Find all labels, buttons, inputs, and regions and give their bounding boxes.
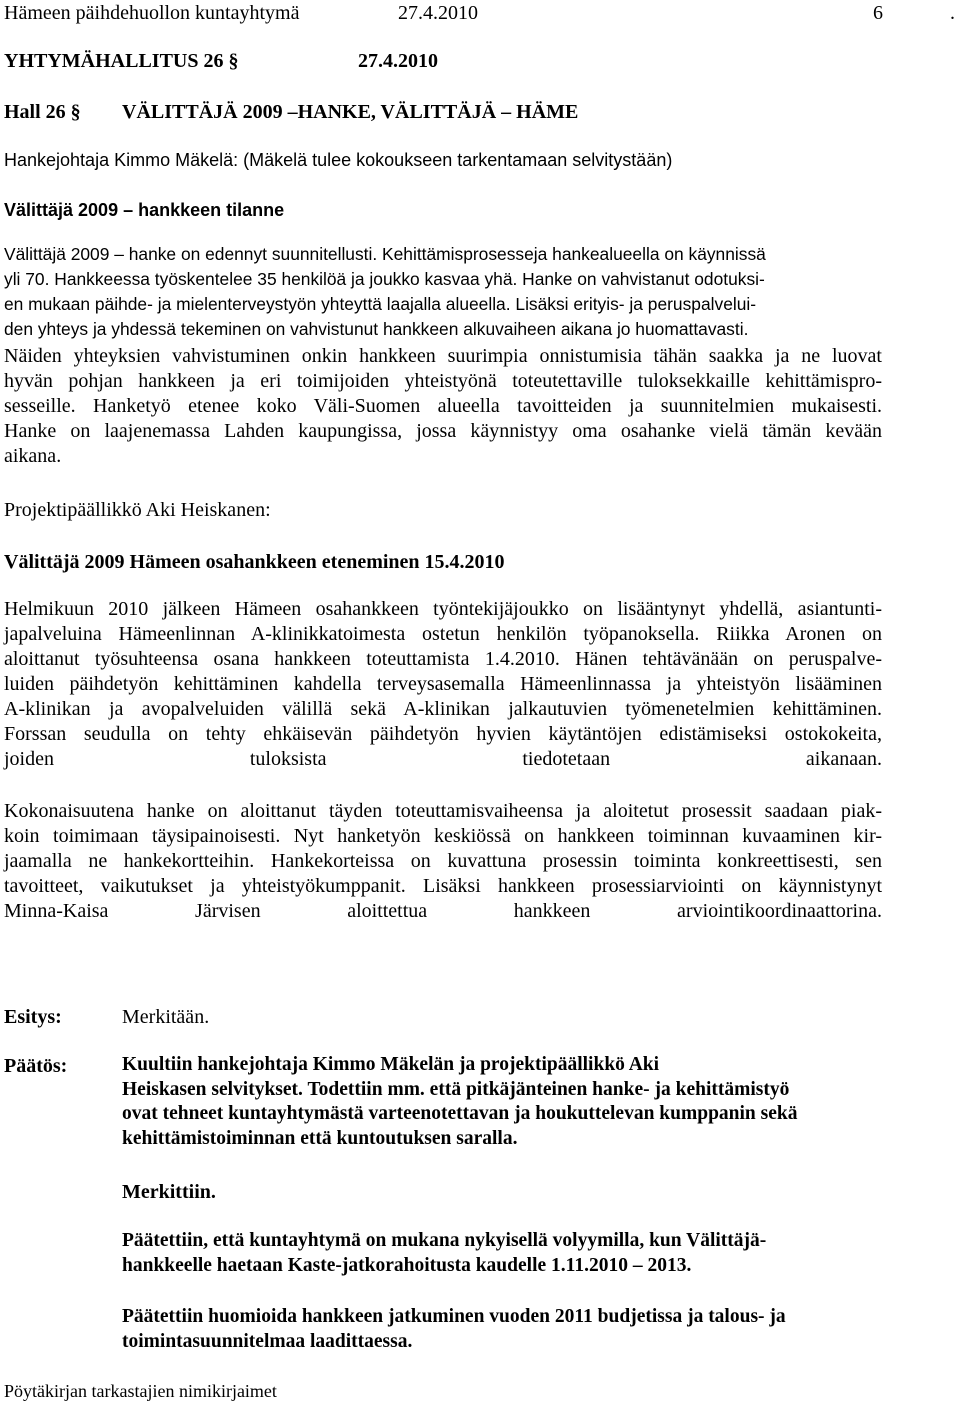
section1-serif-line: aikana.	[4, 445, 62, 467]
para2-line: tavoitteet, vaikutukset ja yhteistyökumppanit. Lisäksi hankkeen prosessiarviointi on käynnistynyt	[4, 875, 882, 897]
decision-decided-2	[122, 1304, 786, 1354]
intro-text: Hankejohtaja Kimmo Mäkelä: (Mäkelä tulee kokoukseen tarkentamaan selvitystään)	[4, 150, 673, 170]
section1-line: den yhteys ja yhdessä tekeminen on vahvistunut hankkeen alkuvaiheen aikana jo huomattavasti.	[4, 319, 749, 339]
section1-paragraph	[4, 242, 884, 342]
para1-line: japalveluina Hämeenlinnan A-klinikkatoimesta ostetun henkilön työpanoksella. Riikka Aronen on	[4, 623, 882, 645]
section1-line: Välittäjä 2009 – hanke on edennyt suunnitellusti. Kehittämisprosesseja hankealueella on käynnissä	[4, 244, 766, 264]
para2-line: Minna-Kaisa Järvisen aloittettua hankkeen arviointikoordinaattorina.	[4, 900, 882, 922]
section1-serif-line: sesseille. Hanketyö etenee koko Väli-Suomen alueella tavoitteiden ja suunnitelmien mukaisesti.	[4, 395, 882, 417]
decided1-line: hankkeelle haetaan Kaste-jatkorahoitusta kaudelle 1.11.2010 – 2013.	[122, 1255, 692, 1276]
section2-heading: Välittäjä 2009 Hämeen osahankkeen eteneminen 15.4.2010	[4, 551, 505, 573]
page-number: 6	[873, 2, 883, 24]
decided2-line: toimintasuunnitelmaa laadittaessa.	[122, 1331, 413, 1352]
proposal-label: Esitys:	[4, 1006, 62, 1028]
para1-line: luiden päihdetyön kehittäminen kahdella terveysasemalla Hämeenlinnassa ja yhteistyön lisääminen	[4, 673, 882, 695]
section1-line: yli 70. Hankkeessa työskentelee 35 henkilöä ja joukko kasvaa yhä. Hanke on vahvistanut odotuksi-	[4, 269, 765, 289]
item-title: VÄLITTÄJÄ 2009 –HANKE, VÄLITTÄJÄ – HÄME	[122, 101, 579, 123]
decision-line: ovat tehneet kuntayhtymästä varteenotettavan ja houkuttelevan kumppanin sekä	[122, 1103, 798, 1124]
section2-paragraph-1	[4, 597, 882, 772]
meeting-date: 27.4.2010	[358, 50, 438, 72]
para2-line: jaamalla ne hankekortteihin. Hankekorteissa on kuvattuna prosessin toiminta konkreettisesti, sen	[4, 850, 882, 872]
decision-decided-1	[122, 1228, 766, 1278]
para1-line: aloittanut työsuhteensa osana hankkeen toteuttamista 1.4.2010. Hänen tehtävänään on peruspalve-	[4, 648, 882, 670]
proposal-text: Merkitään.	[122, 1006, 210, 1028]
item-number: Hall 26 §	[4, 101, 81, 123]
section1-serif-line: Näiden yhteyksien vahvistuminen onkin hankkeen suurimpia onnistumisia tähän saakka ja ne luovat	[4, 345, 882, 367]
header-date: 27.4.2010	[398, 2, 478, 24]
para2-line: koin toimimaan täysipainoisesti. Nyt hanketyön keskiössä on hankkeen toiminnan kuvaaminen kir-	[4, 825, 882, 847]
section1-heading: Välittäjä 2009 – hankkeen tilanne	[4, 200, 285, 220]
para1-line: joiden tuloksista tiedotetaan aikanaan.	[4, 748, 882, 770]
section1-serif-line: hyvän pohjan hankkeen ja eri toimijoiden yhteistyönä toteutettaville tuloksekkaille kehittämispro-	[4, 370, 882, 392]
section2-paragraph-2	[4, 799, 882, 924]
footer-initials: Pöytäkirjan tarkastajien nimikirjaimet	[4, 1381, 277, 1401]
section1-serif-line: Hanke on laajenemassa Lahden kaupungissa, jossa käynnistyy oma osahanke vielä tämän kevään	[4, 420, 882, 442]
para1-line: Helmikuun 2010 jälkeen Hämeen osahankkeen työntekijäjoukko on lisääntynyt yhdellä, asiantunti-	[4, 598, 882, 620]
decision-line: Heiskasen selvitykset. Todettiin mm. että pitkäjänteinen hanke- ja kehittämistyö	[122, 1078, 790, 1100]
para2-line: Kokonaisuutena hanke on aloittanut täyden toteuttamisvaiheensa ja aloitetut prosessit saadaan piak-	[4, 800, 882, 822]
section1-serif-paragraph	[4, 344, 882, 469]
para1-line: A-klinikan ja avopalveluiden välillä sekä A-klinikan jalkautuvien työmenetelmien kehittäminen.	[4, 698, 882, 720]
para1-line: Forssan seudulla on tehty ehkäisevän päihdetyön hyvien käytäntöjen edistämiseksi ostokokeita,	[4, 723, 882, 745]
decision-line: Kuultiin hankejohtaja Kimmo Mäkelän ja projektipäällikkö Aki	[122, 1054, 660, 1075]
meeting-title: YHTYMÄHALLITUS 26 §	[4, 50, 239, 72]
decision-text	[122, 1053, 798, 1151]
decided2-line: Päätettiin huomioida hankkeen jatkuminen vuoden 2011 budjetissa ja talous- ja	[122, 1306, 786, 1327]
decision-line: kehittämistoiminnan että kuntoutuksen saralla.	[122, 1127, 518, 1149]
section2-speaker: Projektipäällikkö Aki Heiskanen:	[4, 499, 271, 521]
section1-line: en mukaan päihde- ja mielenterveystyön yhteyttä laajalla alueella. Lisäksi erityis- ja peruspalvelui-	[4, 294, 757, 314]
header-org: Hämeen päihdehuollon kuntayhtymä	[4, 2, 300, 24]
header-dot: .	[950, 2, 955, 24]
decided1-line: Päätettiin, että kuntayhtymä on mukana nykyisellä volyymilla, kun Välittäjä-	[122, 1230, 767, 1251]
decision-noted: Merkittiin.	[122, 1181, 216, 1203]
decision-label: Päätös:	[4, 1055, 68, 1077]
